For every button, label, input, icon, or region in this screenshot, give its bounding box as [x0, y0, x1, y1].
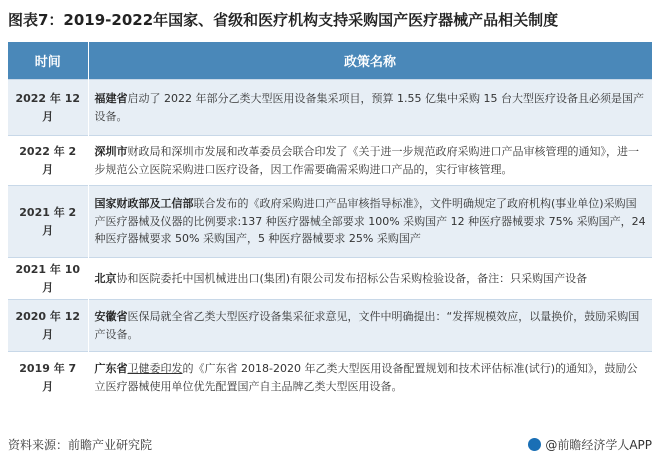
- row-text: 财政局和深圳市发展和改革委员会联合印发了《关于进一步规范政府采购进口产品审核管理的通知》，进一步规范公立医院采购进口医疗设备，因工作需要确需采购进口产品的，实行审核管理。: [94, 145, 639, 176]
- brand: [528, 436, 652, 453]
- table-row: [8, 186, 652, 258]
- table-row: [8, 258, 652, 300]
- policy-table: [8, 42, 653, 404]
- row-policy: [88, 136, 652, 186]
- row-text: 联合发布的《政府采购进口产品审核指导标准》，文件明确规定了政府机构(事业单位)采购国产医疗器械及仪器的比例要求:137 种医疗器械全部要求 100% 采购国产 12 种医疗器械要求 75% 采购国产，24 种医疗器械要求 50% 采购国产，5 种医疗器械要求 25% 采购国产: [94, 197, 646, 246]
- table-row: [8, 80, 652, 136]
- table-header-row: [8, 42, 652, 80]
- row-text: 医保局就全省乙类大型医疗设备集采征求意见，文件中明确提出：“发挥规模效应，以量换价，鼓励采购国产设备。: [94, 310, 640, 341]
- row-lead: 北京: [94, 271, 117, 285]
- source-note: 资料来源：前瞻产业研究院: [8, 438, 153, 452]
- table-row: [8, 300, 652, 352]
- row-time: 2021 年 10 月: [8, 258, 88, 300]
- row-lead: 福建省: [94, 92, 128, 105]
- row-time: 2020 年 12 月: [8, 300, 88, 352]
- row-time: 2021 年 2 月: [8, 186, 88, 258]
- row-time: 2022 年 12 月: [8, 80, 88, 136]
- row-text: 协和医院委托中国机械进出口(集团)有限公司发布招标公告采购检验设备，备注：只采购国产设备: [116, 271, 588, 285]
- row-policy: [88, 80, 652, 136]
- row-lead: 广东省: [94, 362, 128, 376]
- row-lead: 安徽省: [94, 310, 128, 323]
- column-header-policy: 政策名称: [88, 42, 652, 80]
- row-lead: 国家财政部及工信部: [94, 197, 194, 211]
- brand-logo-icon: [528, 438, 541, 451]
- table-row: [8, 136, 652, 186]
- row-policy: [88, 300, 652, 352]
- page-title: 图表7：2019-2022年国家、省级和医疗机构支持采购国产医疗器械产品相关制度: [8, 11, 559, 29]
- row-lead-extra: 卫健委印发: [127, 362, 183, 376]
- row-policy: [88, 352, 652, 404]
- footer: [8, 434, 652, 456]
- row-policy: [88, 186, 652, 258]
- row-policy: [88, 258, 652, 300]
- row-text: 的《广东省 2018-2020 年乙类大型医用设备配置规划和技术评估标准(试行)的通知》，鼓励公立医疗器械使用单位优先配置国产自主品牌乙类大型医用设备。: [94, 362, 638, 393]
- column-header-time: 时间: [8, 42, 88, 80]
- row-lead: 深圳市: [94, 145, 128, 158]
- table-row: [8, 352, 652, 404]
- row-time: 2019 年 7 月: [8, 352, 88, 404]
- brand-label: @前瞻经济学人APP: [545, 438, 652, 452]
- row-time: 2022 年 2 月: [8, 136, 88, 186]
- row-text: 启动了 2022 年部分乙类大型医用设备集采项目，预算 1.55 亿集中采购 15 台大型医疗设备且必须是国产设备。: [94, 92, 644, 123]
